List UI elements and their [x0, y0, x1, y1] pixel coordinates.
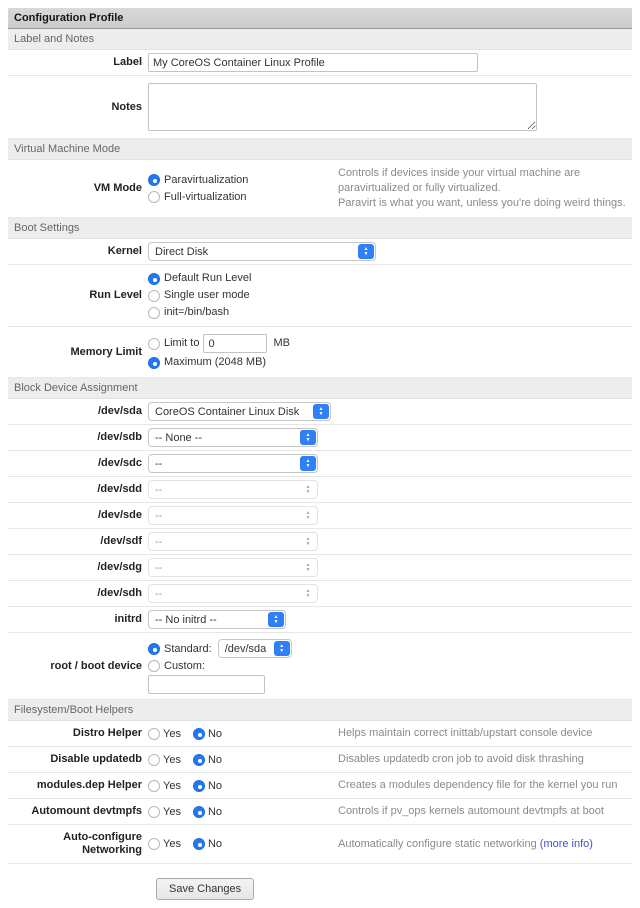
dev-sdb-select[interactable]: -- None -- ▲ ▼	[148, 428, 318, 447]
run-level-row	[8, 265, 632, 327]
page-title: Configuration Profile	[8, 8, 632, 29]
dev-sdg-row	[8, 555, 632, 581]
distro-helper-row: Distro Helper Yes No Helps maintain correct inittab/upstart console device	[8, 721, 632, 747]
dev-sdd-label: /dev/sdd	[97, 483, 142, 495]
dev-sdh-label: /dev/sdh	[97, 587, 142, 599]
full-virtualization-option-label: Full-virtualization	[164, 190, 247, 203]
select-stepper-icon: ▲ ▼	[300, 456, 316, 471]
label-field-label: Label	[113, 56, 142, 68]
auto-configure-networking-row: Auto-configure Networking Yes No Automatically configure static networking (more info)	[8, 825, 632, 864]
standard-root-device-select[interactable]: /dev/sda ▲ ▼	[218, 639, 292, 658]
memory-limit-input[interactable]	[203, 334, 267, 353]
initrd-select[interactable]: -- No initrd -- ▲ ▼	[148, 610, 286, 629]
radio-maximum-memory[interactable]	[148, 357, 160, 369]
save-changes-button[interactable]: Save Changes	[156, 878, 254, 900]
custom-root-device-input[interactable]	[148, 675, 265, 694]
vm-mode-row	[8, 160, 632, 218]
label-input[interactable]	[148, 53, 478, 72]
radio-single-user-mode[interactable]	[148, 290, 160, 302]
vm-mode-help-text: Controls if devices inside your virtual machine are paravirtualized or fully virtualized. Paravirt is what you want, unless you're doing weird things.	[338, 167, 626, 209]
vm-mode-label: VM Mode	[93, 182, 142, 194]
select-stepper-icon: ▲ ▼	[313, 404, 329, 419]
notes-row	[8, 76, 632, 139]
select-stepper-icon: ▲ ▼	[274, 641, 290, 656]
memory-limit-row	[8, 327, 632, 378]
kernel-row	[8, 239, 632, 265]
dev-sdb-label: /dev/sdb	[97, 431, 142, 443]
select-stepper-icon: ▲ ▼	[358, 244, 374, 259]
disable-updatedb-help-text: Disables updatedb cron job to avoid disk thrashing	[338, 753, 584, 765]
radio-standard-root[interactable]	[148, 643, 160, 655]
radio-automount-devtmpfs-yes[interactable]	[148, 806, 160, 818]
select-stepper-icon: ▲ ▼	[305, 561, 311, 573]
radio-modules-dep-no[interactable]	[193, 780, 205, 792]
auto-configure-networking-help-text: Automatically configure static networking (more info)	[338, 837, 593, 850]
paravirtualization-option-label: Paravirtualization	[164, 173, 249, 186]
automount-devtmpfs-help-text: Controls if pv_ops kernels automount devtmpfs at boot	[338, 805, 604, 817]
radio-auto-networking-yes[interactable]	[148, 838, 160, 850]
select-stepper-icon: ▲ ▼	[300, 430, 316, 445]
radio-disable-updatedb-no[interactable]	[193, 754, 205, 766]
limit-to-option-label: Limit to	[164, 337, 200, 349]
radio-automount-devtmpfs-no[interactable]	[193, 806, 205, 818]
init-bin-bash-option-label: init=/bin/bash	[164, 306, 230, 318]
run-level-label: Run Level	[89, 289, 142, 301]
modules-dep-helper-label: modules.dep Helper	[36, 779, 142, 791]
section-boot-settings: Boot Settings	[8, 218, 632, 239]
dev-sdb-row	[8, 425, 632, 451]
radio-disable-updatedb-yes[interactable]	[148, 754, 160, 766]
dev-sda-row	[8, 399, 632, 425]
select-stepper-icon: ▲ ▼	[305, 483, 311, 495]
dev-sdd-row	[8, 477, 632, 503]
notes-field-label: Notes	[111, 100, 142, 113]
dev-sda-label: /dev/sda	[97, 405, 142, 417]
section-label-and-notes: Label and Notes	[8, 29, 632, 50]
initrd-label: initrd	[114, 613, 142, 625]
radio-limit-to[interactable]	[148, 338, 160, 350]
single-user-mode-option-label: Single user mode	[164, 289, 250, 301]
automount-devtmpfs-row: Automount devtmpfs Yes No Controls if pv_ops kernels automount devtmpfs at boot	[8, 799, 632, 825]
dev-sdf-select: -- ▲ ▼	[148, 532, 318, 551]
dev-sdc-select[interactable]: -- ▲ ▼	[148, 454, 318, 473]
radio-distro-helper-no[interactable]	[193, 728, 205, 740]
kernel-select[interactable]: Direct Disk ▲ ▼	[148, 242, 376, 261]
radio-full-virtualization[interactable]	[148, 191, 160, 203]
dev-sde-label: /dev/sde	[97, 509, 142, 521]
disable-updatedb-label: Disable updatedb	[50, 753, 142, 765]
radio-modules-dep-yes[interactable]	[148, 780, 160, 792]
section-virtual-machine-mode: Virtual Machine Mode	[8, 139, 632, 160]
dev-sdg-select: -- ▲ ▼	[148, 558, 318, 577]
dev-sdh-row	[8, 581, 632, 607]
disable-updatedb-row: Disable updatedb Yes No Disables updatedb cron job to avoid disk thrashing	[8, 747, 632, 773]
radio-init-bin-bash[interactable]	[148, 307, 160, 319]
notes-textarea[interactable]	[148, 83, 537, 131]
section-filesystem-boot-helpers: Filesystem/Boot Helpers	[8, 700, 632, 721]
dev-sdf-label: /dev/sdf	[100, 535, 142, 547]
radio-distro-helper-yes[interactable]	[148, 728, 160, 740]
standard-root-option-label: Standard:	[164, 642, 212, 655]
automount-devtmpfs-label: Automount devtmpfs	[31, 805, 142, 817]
select-stepper-icon: ▲ ▼	[305, 587, 311, 599]
distro-helper-label: Distro Helper	[72, 727, 142, 739]
save-row	[8, 864, 632, 900]
more-info-link[interactable]: (more info)	[539, 837, 593, 850]
modules-dep-helper-row: modules.dep Helper Yes No Creates a modules dependency file for the kernel you run	[8, 773, 632, 799]
label-row	[8, 50, 632, 76]
maximum-memory-option-label: Maximum (2048 MB)	[164, 356, 267, 368]
radio-auto-networking-no[interactable]	[193, 838, 205, 850]
dev-sdc-row	[8, 451, 632, 477]
auto-configure-networking-label: Auto-configure Networking	[63, 831, 142, 856]
section-block-device-assignment: Block Device Assignment	[8, 378, 632, 399]
radio-paravirtualization[interactable]	[148, 174, 160, 186]
select-stepper-icon: ▲ ▼	[305, 509, 311, 521]
root-boot-device-label: root / boot device	[50, 659, 142, 672]
dev-sdc-label: /dev/sdc	[97, 457, 142, 469]
radio-custom-root[interactable]	[148, 660, 160, 672]
default-run-level-option-label: Default Run Level	[164, 272, 252, 284]
modules-dep-helper-help-text: Creates a modules dependency file for the kernel you run	[338, 779, 618, 791]
initrd-row	[8, 607, 632, 633]
dev-sdf-row	[8, 529, 632, 555]
distro-helper-help-text: Helps maintain correct inittab/upstart console device	[338, 727, 593, 739]
dev-sdg-label: /dev/sdg	[97, 561, 142, 573]
dev-sdh-select: -- ▲ ▼	[148, 584, 318, 603]
configuration-profile-panel	[8, 8, 632, 900]
memory-unit-label: MB	[273, 337, 290, 349]
root-boot-device-row	[8, 633, 632, 700]
memory-limit-label: Memory Limit	[70, 345, 142, 358]
custom-root-option-label: Custom:	[164, 660, 205, 672]
dev-sdd-select: -- ▲ ▼	[148, 480, 318, 499]
dev-sde-row	[8, 503, 632, 529]
dev-sde-select: -- ▲ ▼	[148, 506, 318, 525]
select-stepper-icon: ▲ ▼	[268, 612, 284, 627]
kernel-label: Kernel	[107, 245, 142, 257]
select-stepper-icon: ▲ ▼	[305, 535, 311, 547]
dev-sda-select[interactable]: CoreOS Container Linux Disk ▲ ▼	[148, 402, 331, 421]
radio-default-run-level[interactable]	[148, 273, 160, 285]
